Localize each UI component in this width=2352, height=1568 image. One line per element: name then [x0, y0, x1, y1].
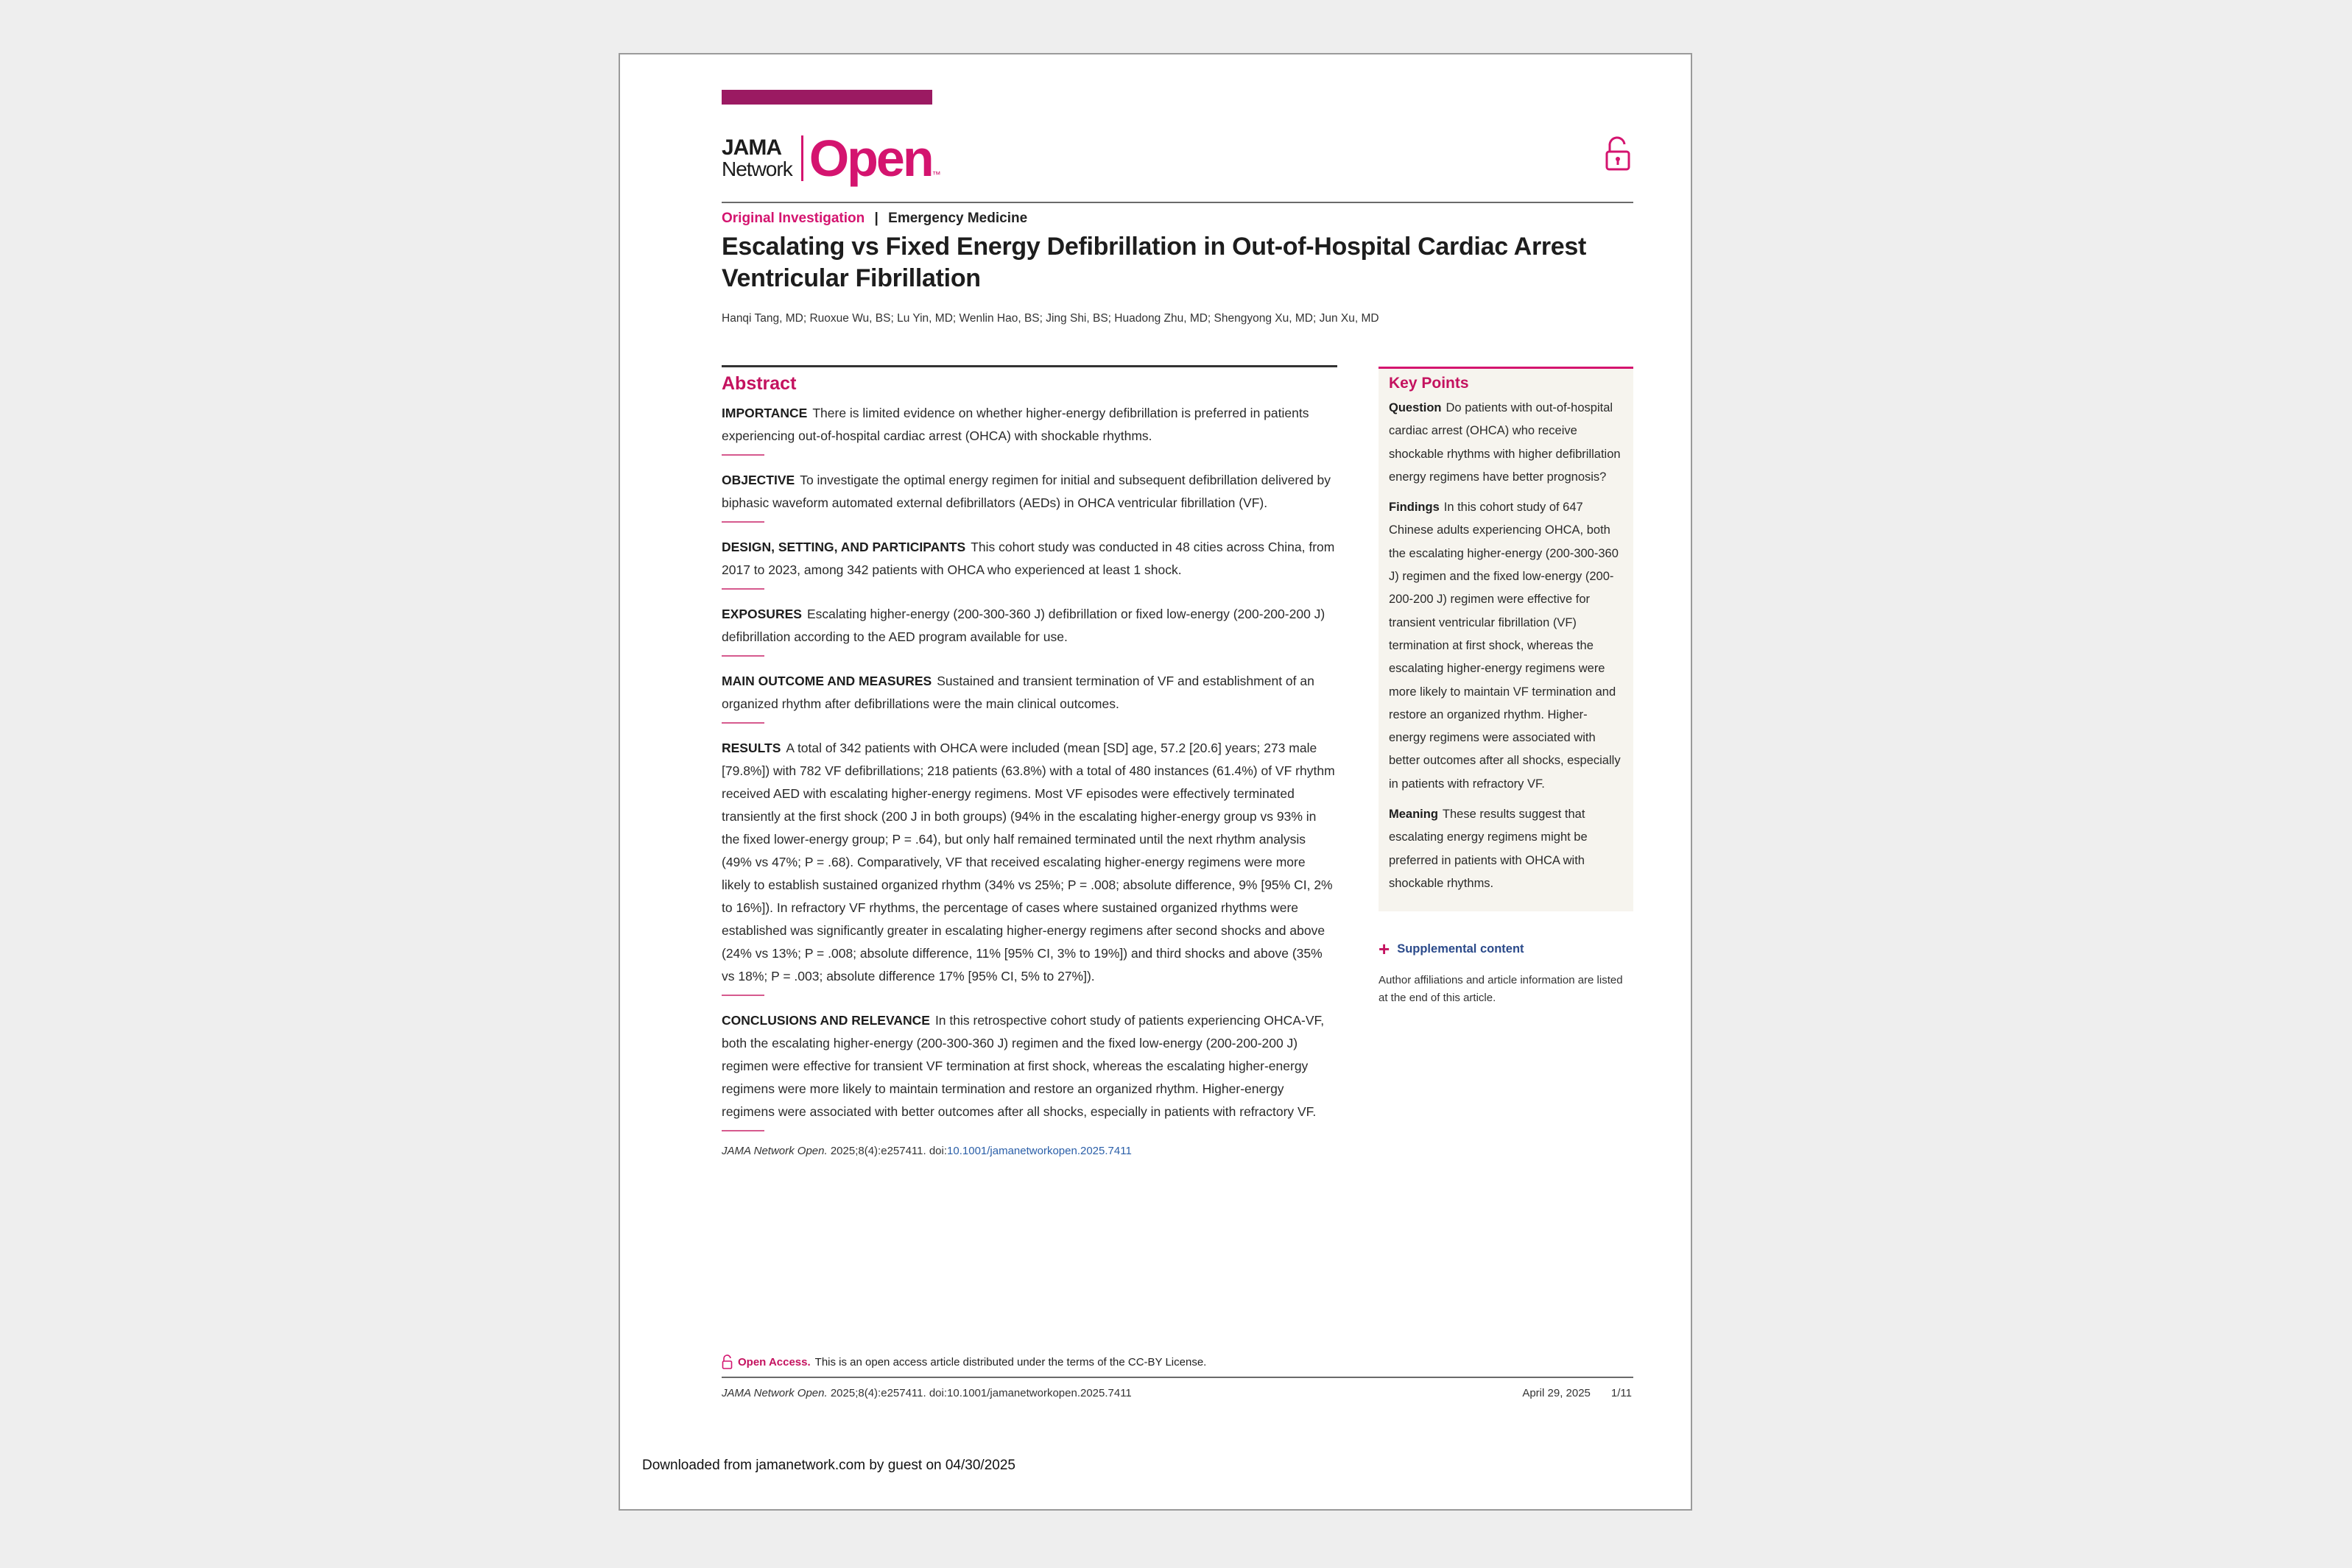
abstract-results: RESULTS A total of 342 patients with OHCA were included (mean [SD] age, 57.2 [20.6] years; 273 male [79.8%]) with 782 VF defibrillations; 218 patients (63.8%) with a total of 480 instances (61.4%) of VF rhythm received AED with escalating higher-energy regimens. Most VF episodes were effectively terminated transiently at the first shock (200 J in both groups) (94% in the escalating higher-energy group vs 93% in the fixed lower-energy group; P = .64), but only half remained terminated until the next rhythm analysis (49% vs 47%; P = .68). Comparatively, VF that received escalating higher-energy regimens were more likely to establish sustained organized rhythm (34% vs 25%; P = .008; absolute difference, 9% [95% CI, 2% to 16%]). In refractory VF rhythms, the percentage of cases where sustained organized rhythms were established was significantly greater in escalating higher-energy regimens after second shocks and above (24% vs 13%; P = .008; absolute difference, 11% [95% CI, 3% to 19%]) and third shocks and above (35% vs 18%; P = .003; absolute difference 17% [95% CI, 5% to 27%]). [722, 741, 1335, 983]
abstract-exposures: EXPOSURES Escalating higher-energy (200-300-360 J) defibrillation or fixed low-energy (200-200-200 J) defibrillation according to the AED program available for use. [722, 607, 1325, 644]
author-list: Hanqi Tang, MD; Ruoxue Wu, BS; Lu Yin, MD; Wenlin Hao, BS; Jing Shi, BS; Huadong Zhu, MD; Shengyong Xu, MD; Jun Xu, MD [722, 312, 1379, 325]
section-divider [722, 588, 764, 590]
article-page [619, 53, 1692, 1511]
download-stamp: Downloaded from jamanetwork.com by guest on 04/30/2025 [642, 1458, 1015, 1473]
key-points-heading: Key Points [1389, 375, 1469, 392]
key-points-box [1379, 367, 1633, 911]
footer-divider [722, 1377, 1633, 1378]
logo-network-text: Network [722, 158, 792, 180]
citation: JAMA Network Open. 2025;8(4):e257411. doi:10.1001/jamanetworkopen.2025.7411 [722, 1145, 1132, 1157]
abstract-importance: IMPORTANCE There is limited evidence on whether higher-energy defibrillation is preferred in patients experiencing out-of-hospital cardiac arrest (OHCA) with shockable rhythms. [722, 406, 1309, 443]
footer-citation: JAMA Network Open. 2025;8(4):e257411. doi:10.1001/jamanetworkopen.2025.7411 [722, 1387, 1132, 1399]
abstract-design: DESIGN, SETTING, AND PARTICIPANTS This cohort study was conducted in 48 cities across China, from 2017 to 2023, among 342 patients with OHCA who experienced at least 1 shock. [722, 540, 1335, 577]
section-divider [722, 1130, 764, 1131]
plus-icon: + [1379, 938, 1390, 961]
abstract-objective: OBJECTIVE To investigate the optimal energy regimen for initial and subsequent defibrillation delivered by biphasic waveform automated external defibrillators (AEDs) in OHCA ventricular fibrillation (VF). [722, 473, 1331, 510]
key-points-column [1379, 367, 1633, 1007]
abstract-column [722, 365, 1337, 1157]
logo-separator [801, 135, 803, 181]
logo-trademark: ™ [932, 169, 941, 180]
affiliations-note: Author affiliations and article information are listed at the end of this article. [1379, 974, 1623, 1005]
section-divider [722, 655, 764, 657]
abstract-conclusions: CONCLUSIONS AND RELEVANCE In this retrospective cohort study of patients experiencing OHCA-VF, both the escalating higher-energy (200-300-360 J) regimen and the fixed low-energy (200-200-200 J) regimen were effective for transient VF termination at first shock, whereas the escalating higher-energy regimens were more likely to maintain termination and restore an organized rhythm. Higher-energy regimens were associated with better outcomes after all shocks, especially in patients with refractory VF. [722, 1013, 1325, 1119]
section-divider [722, 454, 764, 456]
open-access-notice [722, 1355, 1206, 1369]
article-title: Escalating vs Fixed Energy Defibrillation in Out-of-Hospital Cardiac Arrest Ventricular Fibrillation [722, 233, 1587, 292]
abstract-outcomes: MAIN OUTCOME AND MEASURES Sustained and transient termination of VF and establishment of an organized rhythm after defibrillations were the main clinical outcomes. [722, 674, 1314, 711]
article-type[interactable]: Original Investigation [722, 211, 865, 226]
open-lock-icon [1604, 135, 1633, 171]
open-access-text: This is an open access article distributed under the terms of the CC-BY License. [814, 1355, 1207, 1369]
page-number: 1/11 [1610, 1387, 1632, 1399]
publication-date: April 29, 2025 [1522, 1387, 1591, 1399]
supplemental-content-link[interactable] [1379, 938, 1633, 961]
category-separator: | [874, 211, 879, 226]
logo-open-text: Open [809, 130, 932, 187]
key-point-question: Question Do patients with out-of-hospital cardiac arrest (OHCA) who receive shockable rhythms with higher defibrillation energy regimens have better prognosis? [1389, 401, 1621, 484]
abstract-top-rule [722, 365, 1337, 367]
brand-color-bar [722, 90, 932, 105]
article-category [722, 211, 1027, 227]
key-point-meaning: Meaning These results suggest that escalating energy regimens might be preferred in patients with OHCA with shockable rhythms. [1389, 808, 1588, 890]
supplemental-label: Supplemental content [1397, 942, 1524, 956]
specialty: Emergency Medicine [888, 211, 1028, 226]
section-divider [722, 722, 764, 724]
key-point-findings: Findings In this cohort study of 647 Chinese adults experiencing OHCA, both the escalating higher-energy (200-300-360 J) regimen and the fixed low-energy (200-200-200 J) regimen were effective for transient ventricular fibrillation (VF) termination at first shock, whereas the escalating higher-energy regimens were more likely to maintain VF termination and restore an organized rhythm. Higher-energy regimens were associated with better outcomes after all shocks, especially in patients with refractory VF. [1389, 501, 1621, 791]
section-divider [722, 995, 764, 996]
footer-date-page [1522, 1387, 1632, 1399]
doi-link[interactable]: 10.1001/jamanetworkopen.2025.7411 [947, 1145, 1132, 1157]
jama-network-open-logo [722, 130, 941, 187]
open-access-label: Open Access. [738, 1355, 811, 1369]
open-access-lock-icon [722, 1355, 733, 1369]
logo-jama-text: JAMA [722, 135, 782, 160]
header-divider [722, 202, 1633, 203]
section-divider [722, 521, 764, 523]
abstract-heading: Abstract [722, 373, 797, 394]
